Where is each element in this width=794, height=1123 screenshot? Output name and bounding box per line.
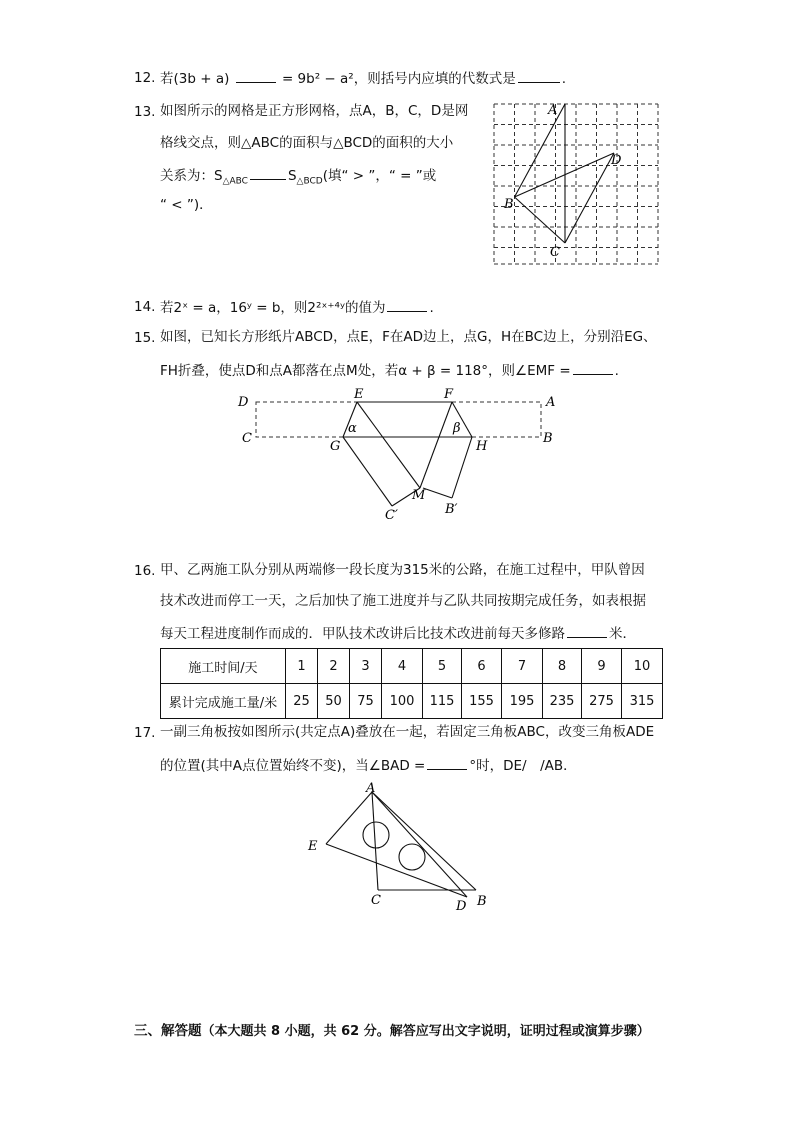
table-cell: 195 [502, 684, 543, 719]
q15-end: . [614, 363, 619, 379]
q13-fill-hint: (填“ > ”，“ = ”或 [322, 168, 437, 184]
q15-label-c-prime: C′ [385, 508, 398, 523]
q12-end: . [561, 71, 567, 87]
set-squares [326, 792, 476, 897]
q16-line1: 甲、乙两施工队分别从两端修一段长度为315米的公路，在施工过程中，甲队曾因 [160, 562, 645, 578]
q14-text [160, 299, 434, 317]
table-row [161, 649, 663, 684]
q15-number: 15. [134, 330, 156, 346]
table-cell: 7 [502, 649, 543, 684]
q17-tail: °时，DE/ /AB． [469, 758, 577, 774]
q14-number: 14. [134, 299, 156, 315]
table-cell: 6 [462, 649, 502, 684]
q16-number: 16. [134, 563, 156, 579]
q12-blank2[interactable] [518, 70, 560, 83]
table-cell: 4 [382, 649, 423, 684]
q15-label-b: B [543, 431, 553, 446]
q13-line2: 格线交点，则△ABC的面积与△BCD的面积的大小 [160, 135, 454, 151]
q15-line1: 如图，已知长方形纸片ABCD，点E，F在AD边上，点G，H在BC边上，分别沿EG、 [160, 329, 657, 345]
q12-text [160, 70, 566, 88]
table-cell: 50 [318, 684, 350, 719]
table-cell: 2 [318, 649, 350, 684]
section-title: 三、解答题 [134, 1023, 202, 1039]
q15-question: FH折叠，使点D和点A都落在点M处，若α + β = 118°，则∠EMF = [160, 363, 571, 379]
q15-label-beta: β [453, 421, 461, 436]
q15-fold-figure [230, 384, 570, 524]
q13-blank[interactable] [250, 167, 286, 180]
q13-number: 13. [134, 104, 156, 120]
q15-label-alpha: α [348, 421, 357, 436]
q15-label-c: C [242, 431, 252, 446]
q13-label-d: D [611, 153, 622, 168]
q13-grid-figure [488, 98, 663, 270]
table-cell: 275 [582, 684, 622, 719]
q15-label-m: M [412, 488, 426, 503]
q15-label-e: E [354, 387, 364, 402]
q15-line2 [160, 362, 619, 380]
q14-blank[interactable] [387, 299, 427, 312]
q14-question: 若2ˣ = a，16ʸ = b，则2²ˣ⁺⁴ʸ的值为 [160, 300, 386, 316]
q13-label-a: A [548, 103, 558, 118]
q17-number: 17. [134, 725, 156, 741]
q13-line3 [160, 167, 436, 187]
table-row [161, 684, 663, 719]
table-cell: 25 [286, 684, 318, 719]
dashed-rectangle [256, 402, 541, 437]
q17-label-e: E [308, 839, 318, 854]
table-cell: 3 [350, 649, 382, 684]
q12-pre: 若(3b + a) [160, 71, 230, 87]
q13-label-b: B [504, 197, 514, 212]
table-cell: 5 [423, 649, 462, 684]
q16-line2: 技术改进而停工一天，之后加快了施工进度并与乙队共同按期完成任务，如表根据 [160, 593, 646, 609]
table-cell: 1 [286, 649, 318, 684]
q13-s2-label: S [287, 168, 297, 184]
q12-number: 12. [134, 70, 156, 86]
q17-label-a: A [366, 781, 376, 796]
q15-label-f: F [444, 387, 454, 402]
q16-line3 [160, 625, 636, 643]
q13-line1: 如图所示的网格是正方形网格，点A，B，C，D是网 [160, 103, 469, 119]
q16-progress-table [160, 648, 663, 719]
q14-end: . [429, 300, 434, 316]
q17-label-d: D [456, 899, 467, 914]
table-cell: 100 [382, 684, 423, 719]
section-description: （本大题共 8 小题，共 62 分。解答应写出文字说明，证明过程或演算步骤） [201, 1024, 650, 1039]
q13-sub-abc: △ABC [222, 176, 248, 187]
q12-mid: = 9b² − a²，则括号内应填的代数式是 [281, 71, 516, 87]
table-cell: 75 [350, 684, 382, 719]
q15-label-d: D [238, 395, 249, 410]
q17-line1: 一副三角板按如图所示(共定点A)叠放在一起，若固定三角板ABC，改变三角板ADE [160, 724, 655, 740]
q17-question: 的位置(其中A点位置始终不变)，当∠BAD = [160, 758, 426, 774]
q13-s-label: 关系为：S [160, 168, 223, 184]
q16-unit: 米． [609, 626, 636, 642]
q13-line4: “ < ”)． [160, 197, 213, 213]
q16-blank[interactable] [567, 625, 607, 638]
q15-blank[interactable] [573, 362, 613, 375]
q13-sub-bcd: △BCD [296, 176, 323, 187]
q12-blank1[interactable] [236, 70, 276, 83]
q15-label-b-prime: B′ [445, 502, 458, 517]
table-cell: 155 [462, 684, 502, 719]
table-cell: 235 [543, 684, 582, 719]
q17-label-c: C [371, 893, 381, 908]
q15-label-h: H [476, 439, 488, 454]
q15-label-a: A [546, 395, 556, 410]
q16-question: 每天工程进度制作而成的．甲队技术改讲后比技术改进前每天多修路 [160, 626, 565, 642]
q17-triangles-figure [300, 780, 500, 915]
q17-blank[interactable] [427, 757, 467, 770]
fold-lines [343, 402, 472, 506]
table-cell: 9 [582, 649, 622, 684]
q15-label-g: G [330, 439, 341, 454]
section-three-heading [134, 1019, 650, 1039]
table-cell: 10 [622, 649, 663, 684]
grid-lines [494, 104, 658, 264]
q17-line2 [160, 757, 577, 775]
table-cell: 8 [543, 649, 582, 684]
q17-label-b: B [477, 894, 487, 909]
table-header-days: 施工时间/天 [161, 649, 286, 684]
table-header-amount: 累计完成施工量/米 [161, 684, 286, 719]
table-cell: 115 [423, 684, 462, 719]
q13-label-c: C [550, 245, 560, 260]
table-cell: 315 [622, 684, 663, 719]
